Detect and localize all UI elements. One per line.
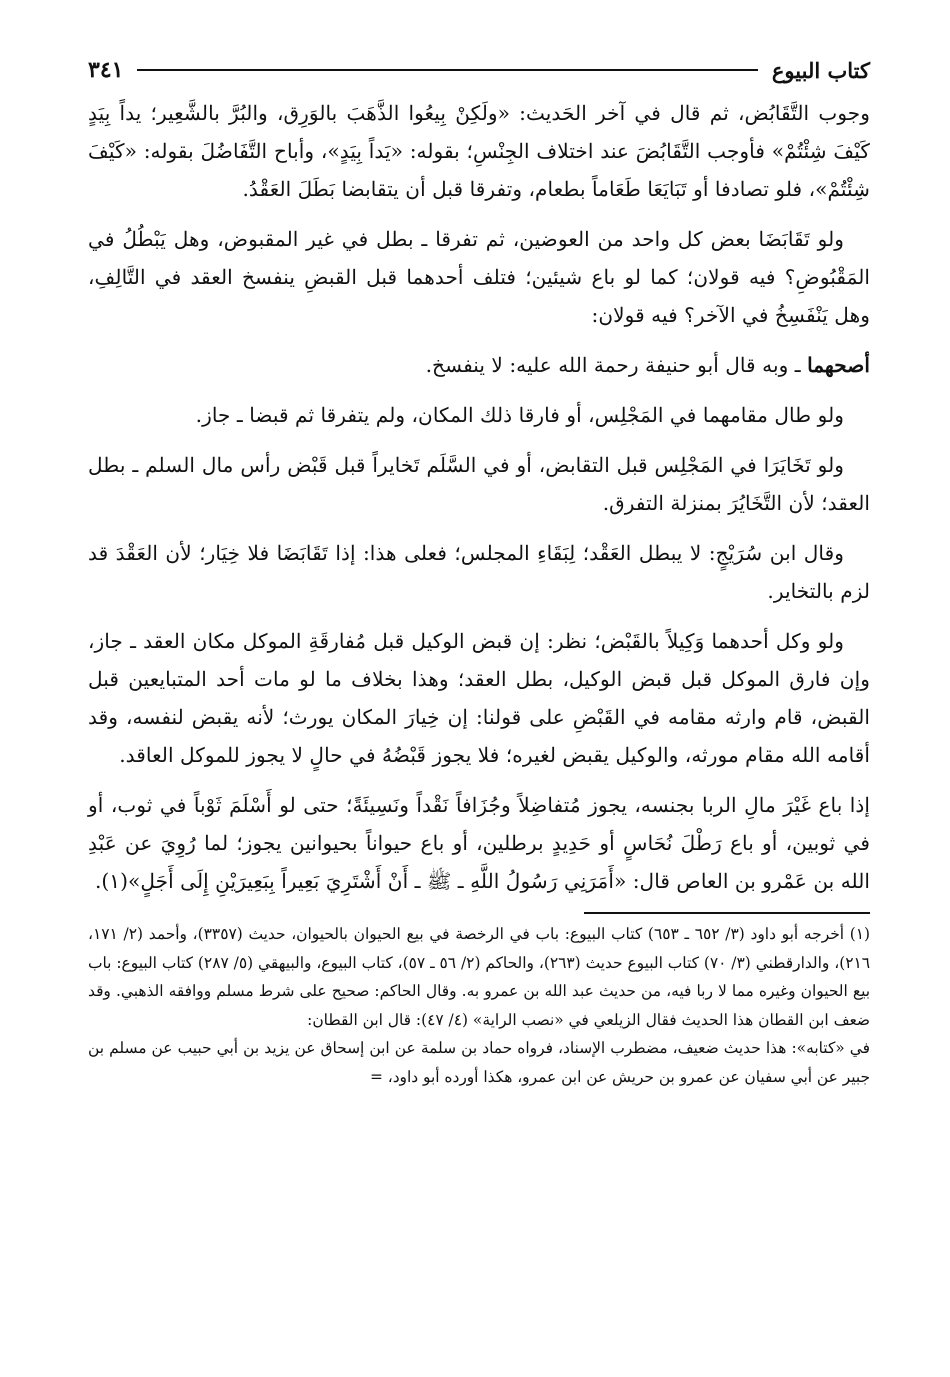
paragraph-text: وقال ابن سُرَيْجٍ: لا يبطل العَقْد؛ لِبَقَاءِ المجلس؛ فعلى هذا: إذا تَقَابَضَا فلا خِيَار؛ لأن العَقْدَ قد لزم بالتخاير.: [88, 541, 870, 603]
paragraph: [88, 94, 870, 208]
paragraph-text: ولو تَخَايَرَا في المَجْلِس قبل التقابض، أو في السَّلَم تَخايراً قبل قَبْض رأس مال السلم ـ بطل العقد؛ لأن التَّخَايُرَ بمنزلة التفرق.: [88, 453, 870, 515]
paragraph-text: ـ وبه قال أبو حنيفة رحمة الله عليه: لا ينفسخ.: [425, 353, 808, 377]
page-header: [88, 52, 870, 88]
paragraph: [88, 622, 870, 774]
paragraph: [88, 786, 870, 900]
main-text: [88, 94, 870, 900]
paragraph-text: وجوب التَّقَابُض، ثم قال في آخر الحَديث: «ولَكِنْ بِيعُوا الذَّهَبَ بالوَرِق، والبُرَّ بالشَّعِير؛ يداً بِيَدٍ كَيْفَ شِئْتُمْ» فأوجب التَّقَابُضَ عند اختلاف الجِنْسِ؛ بقوله: «يَداً بِيَدٍ»، وأباح التَّفَاضُلَ بقوله: «كَيْفَ شِئْتُمْ»، فلو تصادفا أو تَبَايَعَا طَعَاماً بطعام، وتفرقا قبل أن يتقابضا بَطَلَ العَقْدُ.: [88, 101, 870, 201]
chapter-title: كتاب البيوع: [771, 57, 870, 83]
paragraph-text: ولو وكل أحدهما وَكِيلاً بالقَبْض؛ نظر: إن قبض الوكيل قبل مُفارقَةِ الموكل مكان العقد ـ جاز، وإن فارق الموكل قبل قبض الوكيل، بطل العقد؛ وهذا بخلاف ما لو مات أحد المتبايعين قبل القبض، قام وارثه مقامه في القَبْضِ على قولنا: إن خِيارَ المكان يورث؛ لأنه يقبض لنفسه، وقد أقامه الله مقام مورثه، والوكيل يقبض لغيره؛ فلا يجوز قَبْضُهُ في حالٍ لا يجوز للموكل العاقد.: [88, 629, 870, 767]
paragraph-bold-lead: أصحهما: [807, 353, 870, 377]
paragraph: [88, 396, 870, 434]
page-number: ٣٤١: [88, 57, 124, 83]
paragraph: [88, 346, 870, 384]
paragraph: [88, 220, 870, 334]
paragraph-text: ولو طال مقامهما في المَجْلِس، أو فارقا ذلك المكان، ولم يتفرقا ثم قبضا ـ جاز.: [195, 403, 844, 427]
footnote-divider: [584, 912, 870, 914]
paragraph: [88, 534, 870, 610]
header-rule: [137, 69, 757, 71]
footnotes: [88, 920, 870, 1091]
book-page: [88, 52, 870, 1091]
paragraph-text: ولو تَقَابَضَا بعض كل واحد من العوضين، ثم تفرقا ـ بطل في غير المقبوض، وهل يَبْطُلُ في المَقْبُوضِ؟ فيه قولان؛ كما لو باع شيئين؛ فتلف أحدهما قبل القبضِ ينفسخ العقد في التَّالِفِ، وهل يَنْفَسِخُ في الآخر؟ فيه قولان:: [88, 227, 870, 327]
paragraph-text: إذا باع غَيْرَ مالِ الربا بجنسه، يجوز مُتفاضِلاً وجُزَافاً نَقْداً ونَسِيئَةً؛ حتى لو أَسْلَمَ ثَوْباً في ثوب، أو في ثوبين، أو باع رَطْلَ نُحَاسٍ أو حَدِيدٍ برطلين، أو باع حيواناً بحيوانين يجوز؛ لما رُوِيَ عن عَبْدِ الله بن عَمْرو بن العاص قال: «أَمَرَنِي رَسُولُ اللَّهِ ـ ﷺ ـ أَنْ أَشْتَرِيَ بَعِيراً بِبَعِيرَيْنِ إِلَى أَجَلٍ»(١).: [88, 793, 870, 893]
footnote-text: في «كتابه»: هذا حديث ضعيف، مضطرب الإسناد، فرواه حماد بن سلمة عن ابن إسحاق عن يزيد بن أبي حبيب عن مسلم بن جبير عن أبي سفيان عن عمرو بن حريش عن ابن عمرو، هكذا أورده أبو داود، =: [88, 1039, 870, 1086]
footnote-text: (١) أخرجه أبو داود (٣/ ٦٥٢ ـ ٦٥٣) كتاب البيوع: باب في الرخصة في بيع الحيوان بالحيوان، حديث (٣٣٥٧)، وأحمد (٢/ ١٧١، ٢١٦)، والدارقطني (٣/ ٧٠) كتاب البيوع حديث (٢٦٣)، والحاكم (٢/ ٥٦ ـ ٥٧)، كتاب البيوع، والبيهقي (٥/ ٢٨٧) كتاب البيوع: باب بيع الحيوان وغيره مما لا ربا فيه، من حديث عبد الله بن عمرو به. وقال الحاكم: صحيح على شرط مسلم ووافقه الذهبي. وقد ضعف ابن القطان هذا الحديث فقال الزيلعي في «نصب الراية» (٤/ ٤٧): قال ابن القطان:: [88, 925, 871, 1029]
paragraph: [88, 446, 870, 522]
